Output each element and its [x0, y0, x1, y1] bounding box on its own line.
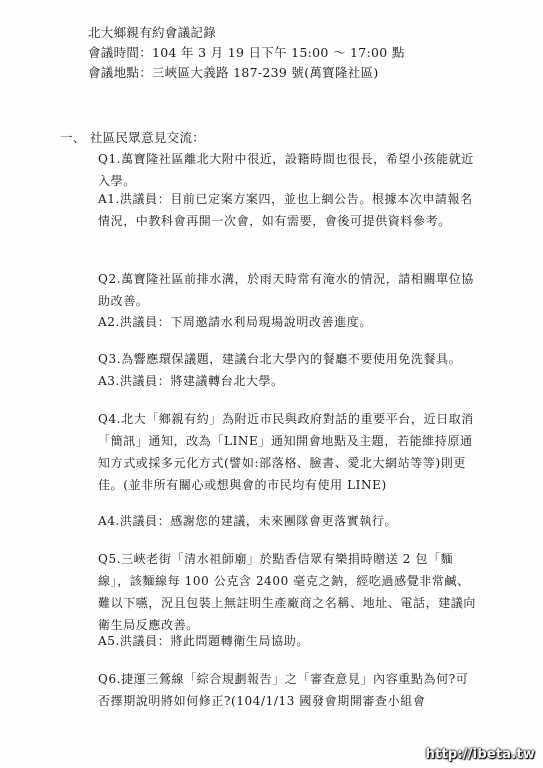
question-6 [98, 668, 478, 712]
meeting-place: 會議地點：三峽區大義路 187-239 號(萬寶隆社區) [88, 65, 379, 80]
question-4-text: Q4.北大「鄉親有約」為附近市民與政府對話的重要平台，近日取消「簡訊」通知，改為「LINE」通知開會地點及主題，若能維持原通知方式或採多元化方式(譬如:部落格、臉書、愛北大網站等等)則更佳。(並非所有關心或想與會的市民均有使用 LINE) [98, 412, 474, 492]
section-heading: 一、 社區民眾意見交流： [60, 130, 206, 145]
answer-1 [98, 188, 478, 232]
answer-3-text: A3.洪議員：將建議轉台北大學。 [98, 374, 284, 388]
meeting-time: 會議時間：104 年 3 月 19 日下午 15:00 ～ 17:00 點 [88, 45, 405, 60]
answer-5-text: A5.洪議員：將此問題轉衛生局協助。 [98, 634, 309, 648]
answer-4 [98, 510, 478, 532]
question-2-text: Q2.萬寶隆社區前排水溝，於雨天時常有淹水的情況，請相關單位協助改善。 [98, 272, 474, 308]
question-1 [98, 148, 478, 192]
answer-4-text: A4.洪議員：感謝您的建議，未來團隊會更落實執行。 [98, 514, 398, 528]
question-5-text: Q5.三峽老街「清水祖師廟」於點香信眾有樂捐時贈送 2 包「麵線」，該麵線每 100 公克含 2400 毫克之鈉，經吃過感覺非常鹹、難以下嚥，況且包裝上無註明生產廠商之名稱、地址、電話，建議向衛生局反應改善。 [98, 552, 477, 632]
question-3 [98, 348, 478, 370]
answer-2-text: A2.洪議員：下周邀請水利局現場說明改善進度。 [98, 315, 372, 329]
answer-2 [98, 311, 478, 333]
answer-3 [98, 370, 478, 392]
question-5 [98, 548, 478, 636]
question-4 [98, 408, 478, 496]
question-6-text: Q6.捷運三鶯線「綜合規劃報告」之「審查意見」內容重點為何?可否擇期說明將如何修正?(104/1/13 國發會期開審查小組會 [98, 672, 469, 708]
question-1-text: Q1.萬寶隆社區離北大附中很近，設籍時間也很長，希望小孩能就近入學。 [98, 152, 474, 188]
site-watermark: http://ibeta.tw [425, 747, 535, 762]
answer-1-text: A1.洪議員：目前已定案方案四，並也上網公告。根據本次申請報名情況，中教科會再開一次會，如有需要，會後可提供資料參考。 [98, 192, 473, 228]
answer-5 [98, 630, 478, 652]
question-2 [98, 268, 478, 312]
meeting-title: 北大鄉親有約會議記錄 [88, 25, 217, 40]
question-3-text: Q3.為響應環保議題，建議台北大學內的餐廳不要使用免洗餐具。 [98, 352, 462, 366]
